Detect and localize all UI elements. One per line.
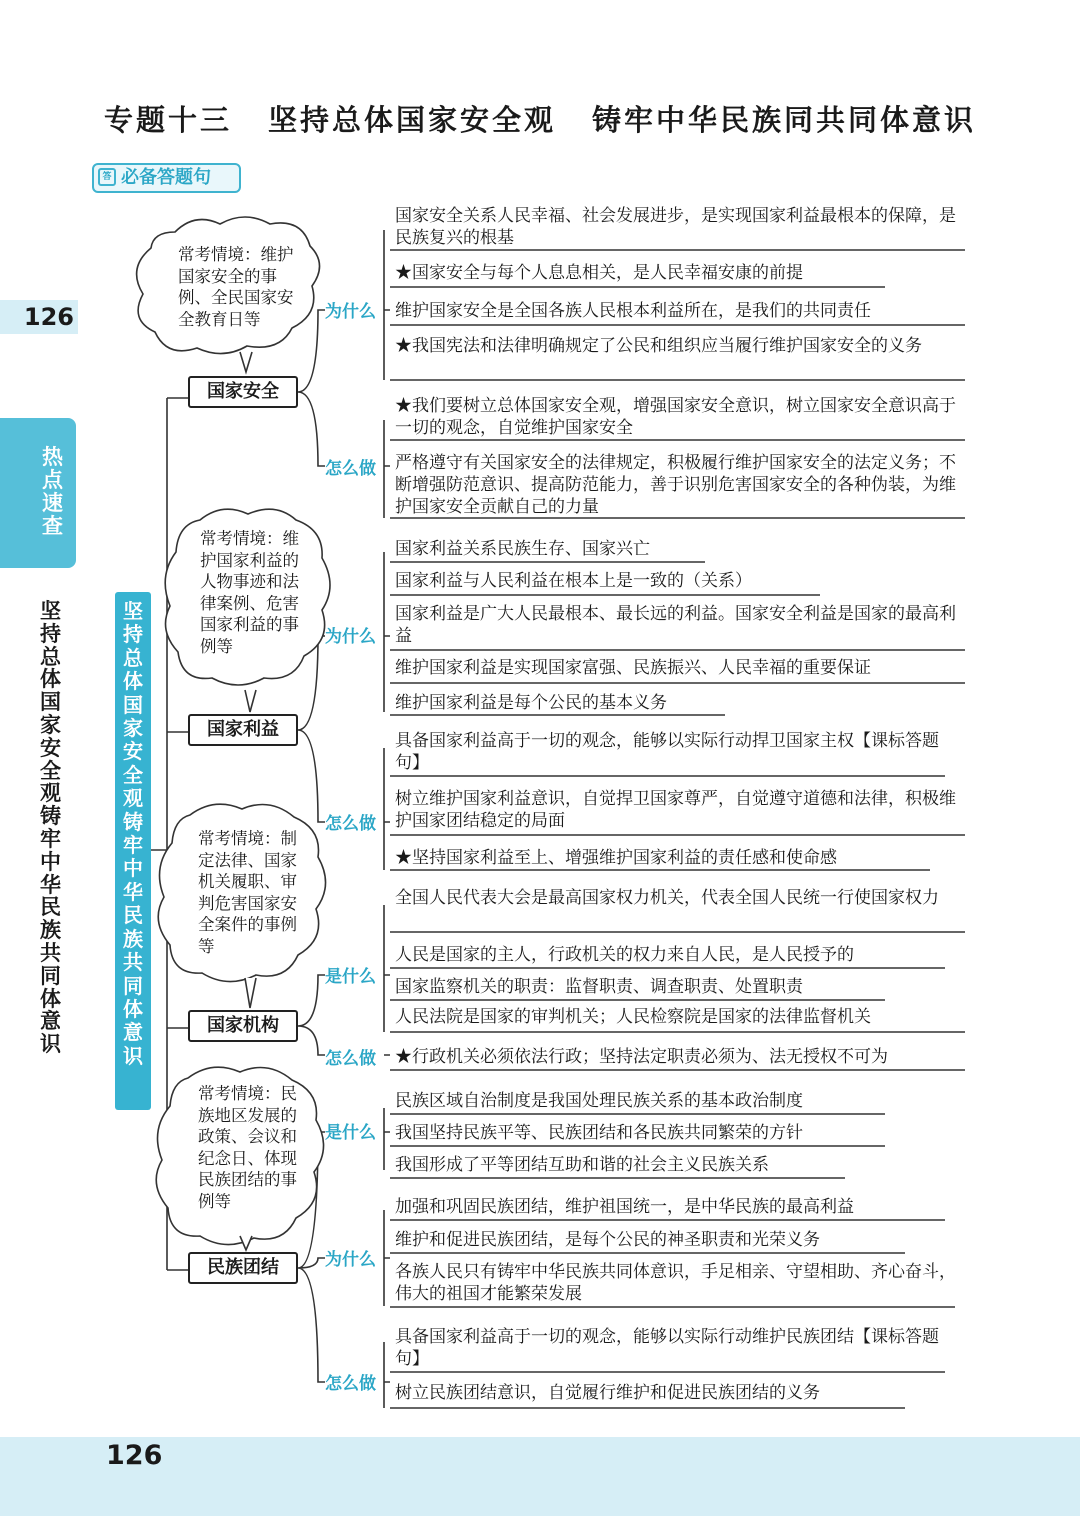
list-item: 具备国家利益高于一切的观念，能够以实际行动维护民族团结【课标答题句】 — [395, 1327, 939, 1369]
list-item: ★坚持国家利益至上、增强维护国家利益的责任感和使命感 — [395, 848, 837, 868]
category-national-interest[interactable]: 国家利益 — [188, 714, 298, 746]
badge-label: 必备答题句 — [121, 167, 211, 188]
question-why-interest: 为什么 — [325, 627, 376, 647]
list-item: 严格遵守有关国家安全的法律规定，积极履行维护国家安全的法定义务；不断增强防范意识、提高防范能力，善于识别危害国家安全的各种伪装，为维护国家安全贡献自己的力量 — [395, 453, 956, 517]
list-item: 加强和巩固民族团结，维护祖国统一，是中华民族的最高利益 — [395, 1197, 854, 1217]
list-item: ★行政机关必须依法行政；坚持法定职责必须为、法无授权不可为 — [395, 1047, 888, 1067]
list-item: 国家利益与人民利益在根本上是一致的（关系） — [395, 571, 752, 591]
question-how-organs: 怎么做 — [325, 1049, 376, 1069]
list-item: 民族区域自治制度是我国处理民族关系的基本政治制度 — [395, 1091, 803, 1111]
scenario-cloud-3: 常考情境：制定法律、国家机关履职、审判危害国家安全案件的事例等 — [198, 829, 297, 956]
question-what-organs: 是什么 — [325, 967, 376, 987]
list-item: ★国家安全与每个人息息相关，是人民幸福安康的前提 — [395, 263, 803, 283]
question-how-unity: 怎么做 — [325, 1374, 376, 1394]
scenario-cloud-4: 常考情境：民族地区发展的政策、会议和纪念日、体现民族团结的事例等 — [198, 1084, 297, 1211]
side-page-number: 126 — [0, 300, 78, 334]
footer-page-number: 126 — [106, 1440, 163, 1471]
center-topic-bar — [115, 592, 163, 1110]
side-vertical-title: 坚持总体国家安全观 铸牢中华民族共同体意识 — [40, 599, 82, 1057]
list-item: 维护和促进民族团结，是每个公民的神圣职责和光荣义务 — [395, 1230, 820, 1250]
center-topic-label: 坚持总体国家安全观 铸牢中华民族共同体意识 — [123, 599, 163, 1068]
list-item: 我国坚持民族平等、民族团结和各民族共同繁荣的方针 — [395, 1123, 803, 1143]
list-item: 国家安全关系人民幸福、社会发展进步，是实现国家利益最根本的保障，是民族复兴的根基 — [395, 206, 956, 248]
list-item: 全国人民代表大会是最高国家权力机关，代表全国人民统一行使国家权力 — [395, 888, 939, 908]
scenario-cloud-2: 常考情境：维护国家利益的人物事迹和法律案例、危害国家利益的事例等 — [200, 529, 299, 656]
list-item: 国家监察机关的职责：监督职责、调查职责、处置职责 — [395, 977, 803, 997]
answer-icon: 答 — [98, 168, 116, 186]
question-what-unity: 是什么 — [325, 1123, 376, 1143]
list-item: 人民是国家的主人，行政机关的权力来自人民，是人民授予的 — [395, 945, 854, 965]
list-item: 树立民族团结意识，自觉履行维护和促进民族团结的义务 — [395, 1383, 820, 1403]
title-part-1: 坚持总体国家安全观 — [267, 103, 556, 137]
question-how-interest: 怎么做 — [325, 814, 376, 834]
question-how-security: 怎么做 — [325, 459, 376, 479]
category-state-organs[interactable]: 国家机构 — [188, 1010, 298, 1042]
list-item: ★我国宪法和法律明确规定了公民和组织应当履行维护国家安全的义务 — [395, 336, 922, 356]
category-national-security[interactable]: 国家安全 — [188, 376, 298, 408]
category-ethnic-unity[interactable]: 民族团结 — [188, 1252, 298, 1284]
list-item: 维护国家安全是全国各族人民根本利益所在，是我们的共同责任 — [395, 301, 871, 321]
list-item: 维护国家利益是每个公民的基本义务 — [395, 693, 667, 713]
list-item: 各族人民只有铸牢中华民族共同体意识，手足相亲、守望相助、齐心奋斗，伟大的祖国才能繁荣发展 — [395, 1262, 956, 1304]
list-item: 维护国家利益是实现国家富强、民族振兴、人民幸福的重要保证 — [395, 658, 871, 678]
list-item: 树立维护国家利益意识，自觉捍卫国家尊严，自觉遵守道德和法律，积极维护国家团结稳定的局面 — [395, 789, 956, 831]
scenario-cloud-1: 常考情境：维护国家安全的事例、全民国家安全教育日等 — [178, 245, 294, 329]
title-topic: 专题十三 — [103, 103, 232, 137]
question-why-unity: 为什么 — [325, 1250, 376, 1270]
side-tab-label: 热点速查 — [42, 445, 63, 538]
question-why-security: 为什么 — [325, 302, 376, 322]
list-item: 具备国家利益高于一切的观念，能够以实际行动捍卫国家主权【课标答题句】 — [395, 731, 939, 773]
list-item: 我国形成了平等团结互助和谐的社会主义民族关系 — [395, 1155, 769, 1175]
title-part-2: 铸牢中华民族同共同体意识 — [592, 103, 977, 137]
list-item: ★我们要树立总体国家安全观，增强国家安全意识，树立国家安全意识高于一切的观念，自觉维护国家安全 — [395, 396, 956, 438]
list-item: 国家利益关系民族生存、国家兴亡 — [395, 539, 650, 559]
list-item: 人民法院是国家的审判机关；人民检察院是国家的法律监督机关 — [395, 1007, 871, 1027]
list-item: 国家利益是广大人民最根本、最长远的利益。国家安全利益是国家的最高利益 — [395, 604, 956, 646]
